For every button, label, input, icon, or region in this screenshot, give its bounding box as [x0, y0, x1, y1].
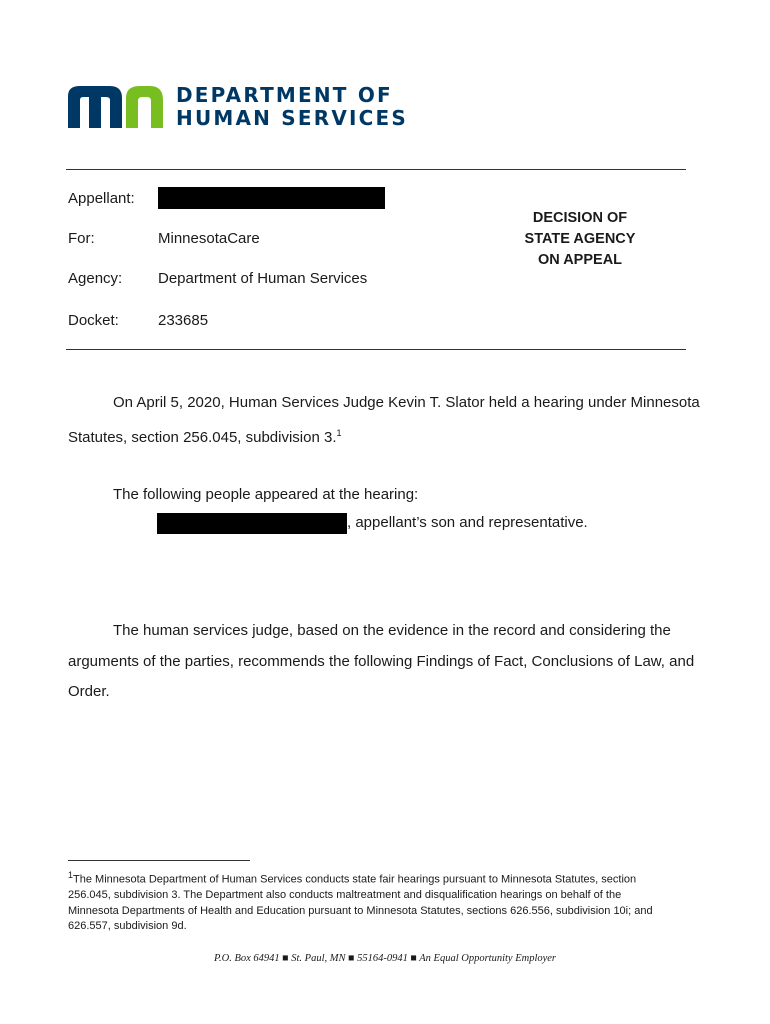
agency-label: Agency:	[68, 270, 123, 287]
recommendation-line-1: The human services judge, based on the evidence in the record and considering the	[113, 622, 671, 639]
docket-value: 233685	[158, 312, 209, 329]
redacted-appellant-name	[158, 187, 385, 209]
footnote-mark: 1	[68, 870, 74, 880]
logo-line-2: HUMAN SERVICES	[176, 106, 408, 130]
footnote-line-3: Minnesota Departments of Health and Education pursuant to Minnesota Statutes, sections 626.556, subdivision 10i; and	[68, 904, 653, 917]
recommendation-line-2: arguments of the parties, recommends the following Findings of Fact, Conclusions of Law, and	[68, 653, 695, 670]
redacted-representative-name	[157, 513, 347, 534]
hearing-paragraph-line-2	[68, 418, 342, 453]
logo-wordmark	[176, 84, 408, 130]
recommendation-line-3: Order.	[68, 683, 110, 700]
hearing-paragraph-line-1: On April 5, 2020, Human Services Judge Kevin T. Slator held a hearing under Minnesota	[113, 394, 700, 411]
case-divider	[66, 349, 686, 350]
footnote-line-4: 626.557, subdivision 9d.	[68, 920, 187, 933]
decision-line-3: ON APPEAL	[537, 252, 623, 268]
decision-line-2: STATE AGENCY	[524, 231, 636, 247]
appearance-role: , appellant’s son and representative.	[347, 514, 588, 531]
for-value: MinnesotaCare	[158, 230, 260, 247]
footnote-text-1: The Minnesota Department of Human Services conducts state fair hearings pursuant to Minnesota Statutes, section	[73, 873, 637, 886]
appearance-heading: The following people appeared at the hearing:	[113, 486, 419, 503]
header-divider	[66, 169, 686, 170]
logo-line-1: DEPARTMENT OF	[176, 83, 393, 107]
decision-heading	[505, 208, 655, 271]
decision-line-1: DECISION OF	[532, 210, 628, 226]
footnote	[68, 868, 698, 935]
mn-logo-icon	[68, 84, 163, 128]
page-footer: P.O. Box 64941 ■ St. Paul, MN ■ 55164-0941 ■ An Equal Opportunity Employer	[213, 953, 557, 964]
docket-label: Docket:	[68, 312, 119, 329]
hearing-paragraph-cont: Statutes, section 256.045, subdivision 3.	[68, 429, 337, 446]
appellant-label: Appellant:	[68, 190, 135, 207]
footnote-line-1	[68, 868, 698, 888]
footnote-divider	[68, 860, 250, 861]
footnote-line-2: 256.045, subdivision 3. The Department also conducts maltreatment and disqualification hearings on behalf of the	[68, 889, 622, 902]
for-label: For:	[68, 230, 95, 247]
footnote-reference: 1	[336, 428, 342, 438]
agency-value: Department of Human Services	[158, 270, 368, 287]
dhs-logo	[68, 84, 413, 132]
